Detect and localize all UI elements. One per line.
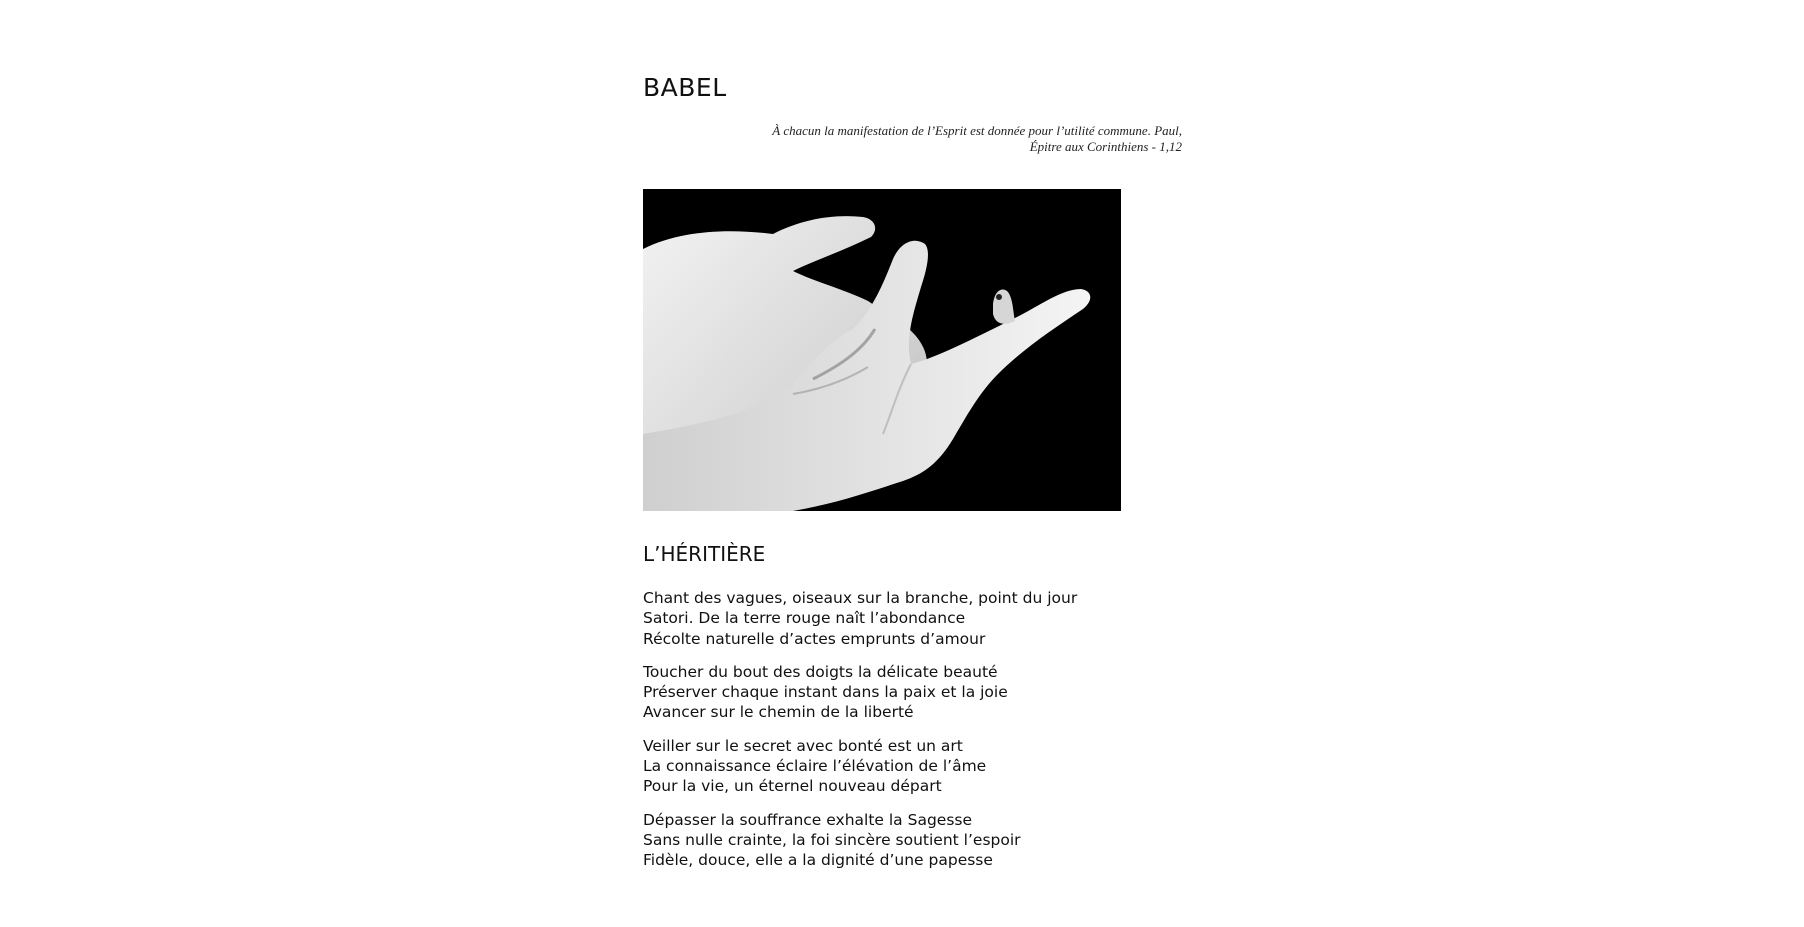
poem-line: Veiller sur le secret avec bonté est un art bbox=[643, 736, 963, 755]
poem-line: Préserver chaque instant dans la paix et la joie bbox=[643, 683, 1008, 702]
stanza bbox=[643, 736, 1183, 797]
epigraph bbox=[643, 123, 1182, 155]
poem-line: La connaissance éclaire l’élévation de l’âme bbox=[643, 757, 987, 776]
stanza bbox=[643, 588, 1183, 649]
document-page bbox=[643, 70, 1183, 870]
stanza bbox=[643, 810, 1183, 871]
poem-line: Chant des vagues, oiseaux sur la branche, point du jour bbox=[643, 589, 1078, 607]
poem-line: Avancer sur le chemin de la liberté bbox=[643, 703, 914, 722]
epigraph-line: Épitre aux Corinthiens - 1,12 bbox=[1029, 139, 1182, 154]
poem-line: Récolte naturelle d’actes emprunts d’amour bbox=[643, 629, 986, 648]
document-title: BABEL bbox=[643, 73, 727, 102]
poem-line: Fidèle, douce, elle a la dignité d’une papesse bbox=[643, 851, 993, 870]
poem-line: Pour la vie, un éternel nouveau départ bbox=[643, 777, 942, 796]
poem-line: Sans nulle crainte, la foi sincère soutient l’espoir bbox=[643, 830, 1021, 849]
poem-line: Toucher du bout des doigts la délicate beauté bbox=[643, 662, 998, 681]
poem-line: Dépasser la souffrance exhalte la Sagesse bbox=[643, 810, 973, 829]
epigraph-line: À chacun la manifestation de l’Esprit est donnée pour l’utilité commune. Paul, bbox=[772, 123, 1182, 138]
poem-body bbox=[643, 588, 1183, 884]
hand-photograph bbox=[643, 189, 1121, 511]
poem-line: Satori. De la terre rouge naît l’abondance bbox=[643, 609, 966, 628]
stanza bbox=[643, 662, 1183, 723]
poem-title: L’HÉRITIÈRE bbox=[643, 542, 766, 566]
